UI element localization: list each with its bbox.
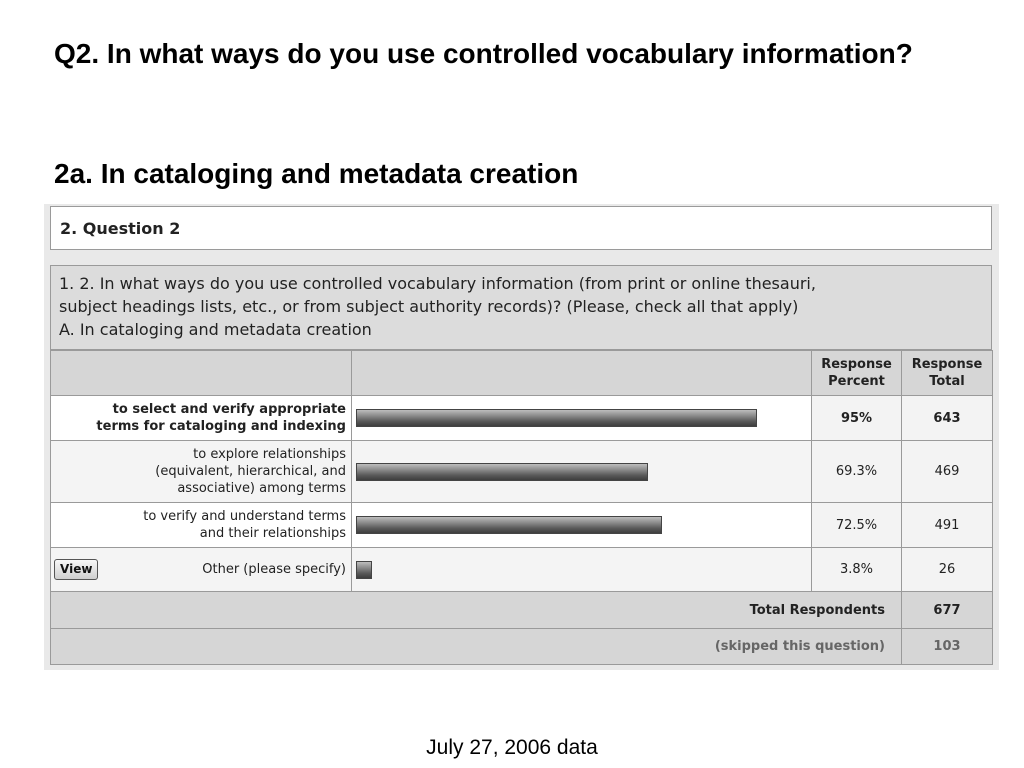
response-total: 469 bbox=[902, 441, 993, 503]
bar-cell bbox=[352, 396, 812, 441]
response-percent: 69.3% bbox=[812, 441, 902, 503]
answer-column-header bbox=[51, 351, 352, 396]
bar-cell bbox=[352, 548, 812, 592]
survey-results-panel bbox=[44, 204, 999, 670]
bar-cell bbox=[352, 441, 812, 503]
table-header-row bbox=[51, 351, 993, 396]
header-line: Response bbox=[911, 357, 983, 372]
response-total: 643 bbox=[902, 396, 993, 441]
footer-note: July 27, 2006 data bbox=[426, 736, 598, 759]
bar bbox=[356, 409, 757, 427]
results-table bbox=[50, 350, 993, 665]
total-respondents-value: 677 bbox=[902, 592, 993, 629]
question-text-line: 1. 2. In what ways do you use controlled vocabulary information (from print or online thesauri, bbox=[59, 274, 816, 293]
skipped-row bbox=[51, 629, 993, 665]
slide-title: Q2. In what ways do you use controlled vocabulary information? bbox=[54, 38, 913, 69]
response-percent: 3.8% bbox=[812, 548, 902, 592]
response-percent: 72.5% bbox=[812, 503, 902, 548]
bar bbox=[356, 463, 648, 481]
answer-label-line: to explore relationships bbox=[193, 447, 346, 462]
bar-column-header bbox=[352, 351, 812, 396]
response-total-header bbox=[902, 351, 993, 396]
header-line: Percent bbox=[828, 374, 885, 389]
table-row bbox=[51, 441, 993, 503]
header-line: Total bbox=[929, 374, 965, 389]
table-row bbox=[51, 396, 993, 441]
skipped-value: 103 bbox=[902, 629, 993, 665]
answer-label bbox=[51, 396, 352, 441]
question-text-line: subject headings lists, etc., or from subject authority records)? (Please, check all that apply) bbox=[59, 297, 799, 316]
slide-subtitle: 2a. In cataloging and metadata creation bbox=[54, 158, 579, 189]
answer-label-line: to select and verify appropriate bbox=[112, 402, 346, 417]
response-percent: 95% bbox=[812, 396, 902, 441]
answer-label-line: and their relationships bbox=[199, 526, 346, 541]
view-other-button[interactable]: View bbox=[54, 559, 98, 580]
answer-label-line: (equivalent, hierarchical, and bbox=[155, 464, 346, 479]
bar-cell bbox=[352, 503, 812, 548]
question-header: 2. Question 2 bbox=[50, 206, 992, 250]
response-percent-header bbox=[812, 351, 902, 396]
header-line: Response bbox=[821, 357, 892, 372]
total-respondents-row bbox=[51, 592, 993, 629]
skipped-label: (skipped this question) bbox=[51, 629, 902, 665]
question-text bbox=[50, 265, 992, 350]
answer-label bbox=[51, 548, 352, 592]
answer-label-line: terms for cataloging and indexing bbox=[96, 419, 346, 434]
answer-label-line: associative) among terms bbox=[177, 481, 346, 496]
answer-label-line: to verify and understand terms bbox=[143, 509, 346, 524]
answer-label-line: Other (please specify) bbox=[202, 562, 346, 577]
table-row bbox=[51, 548, 993, 592]
bar bbox=[356, 561, 372, 579]
response-total: 491 bbox=[902, 503, 993, 548]
answer-label bbox=[51, 503, 352, 548]
bar bbox=[356, 516, 662, 534]
question-text-line: A. In cataloging and metadata creation bbox=[59, 320, 372, 339]
response-total: 26 bbox=[902, 548, 993, 592]
answer-label bbox=[51, 441, 352, 503]
total-respondents-label: Total Respondents bbox=[51, 592, 902, 629]
table-row bbox=[51, 503, 993, 548]
